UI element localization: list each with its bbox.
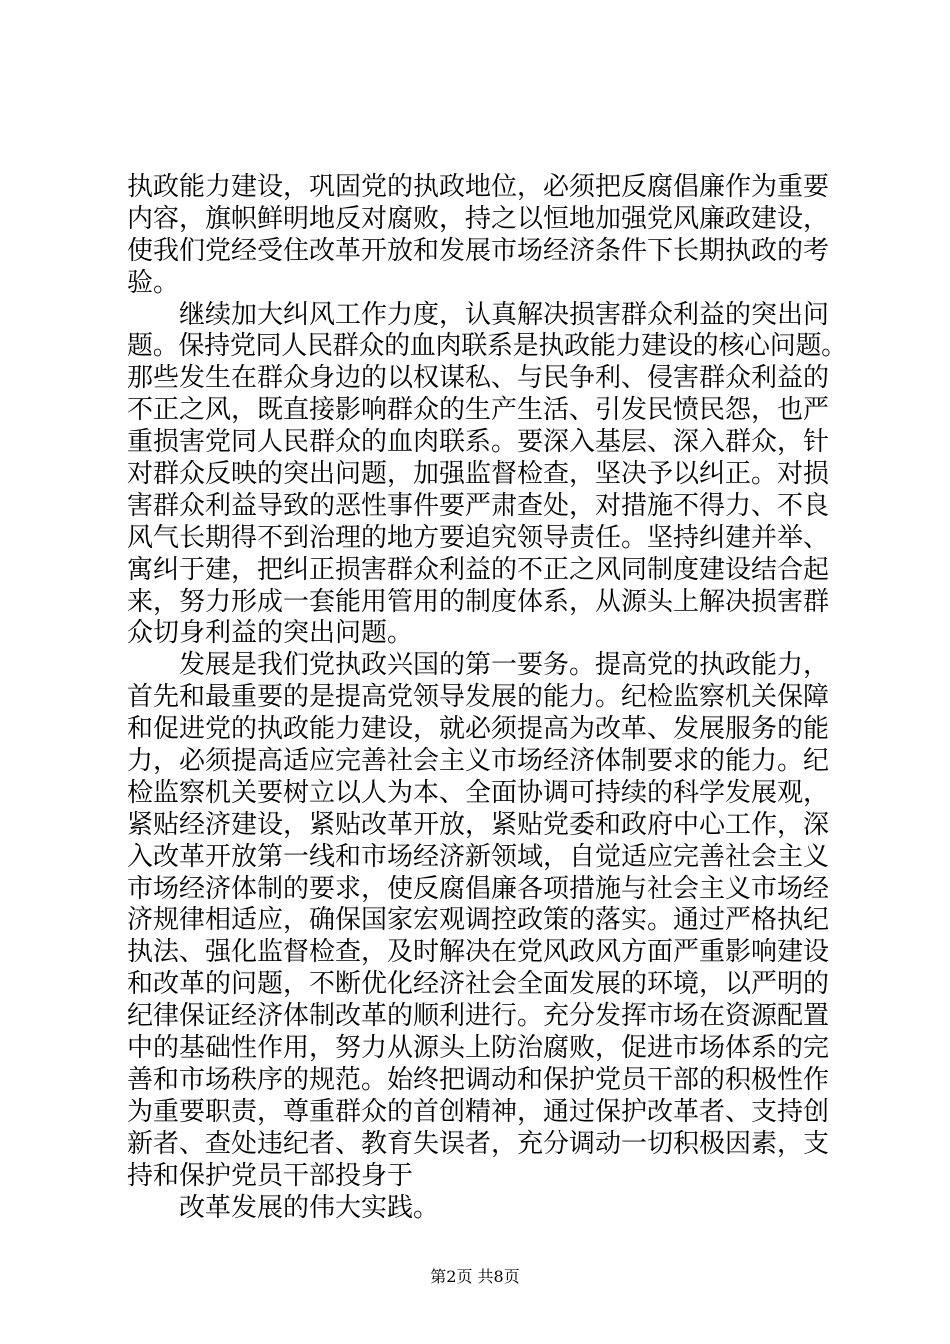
text-line: 中的基础性作用，努力从源头上防治腐败，促进市场体系的完: [127, 1033, 830, 1064]
text-line: 重损害党同人民群众的血肉联系。要深入基层、深入群众，针: [127, 427, 830, 458]
text-line: 纪律保证经济体制改革的顺利进行。充分发挥市场在资源配置: [127, 1001, 830, 1032]
text-line: 为重要职责，尊重群众的首创精神，通过保护改革者、支持创: [127, 1096, 830, 1127]
text-line: 内容，旗帜鲜明地反对腐败，持之以恒地加强党风廉政建设，: [127, 203, 830, 234]
text-line: 寓纠于建，把纠正损害群众利益的不正之风同制度建设结合起: [127, 554, 830, 585]
page-footer: 第2页 共8页: [430, 1267, 520, 1286]
text-line: 众切身利益的突出问题。: [127, 618, 414, 649]
text-line: 题。保持党同人民群众的血肉联系是执政能力建设的核心问题。: [127, 331, 847, 362]
text-line: 害群众利益导致的恶性事件要严肃查处，对措施不得力、不良: [127, 490, 830, 521]
text-line: 新者、查处违纪者、教育失误者，充分调动一切积极因素，支: [127, 1128, 830, 1159]
text-line: 发展是我们党执政兴国的第一要务。提高党的执政能力，: [179, 650, 830, 681]
text-line: 执法、强化监督检查，及时解决在党风政风方面严重影响建设: [127, 937, 830, 968]
text-line: 持和保护党员干部投身于: [127, 1160, 414, 1191]
text-line: 首先和最重要的是提高党领导发展的能力。纪检监察机关保障: [127, 682, 830, 713]
text-line: 验。: [127, 267, 180, 298]
text-line: 善和市场秩序的规范。始终把调动和保护党员干部的积极性作: [127, 1064, 830, 1095]
text-line: 风气长期得不到治理的地方要追究领导责任。坚持纠建并举、: [127, 522, 830, 553]
document-body: [127, 172, 847, 1224]
text-line: 继续加大纠风工作力度，认真解决损害群众利益的突出问: [179, 299, 830, 330]
text-line: 改革发展的伟大实践。: [179, 1192, 440, 1223]
text-line: 和促进党的执政能力建设，就必须提高为改革、发展服务的能: [127, 714, 830, 745]
text-line: 使我们党经受住改革开放和发展市场经济条件下长期执政的考: [127, 235, 830, 266]
text-line: 检监察机关要树立以人为本、全面协调可持续的科学发展观，: [127, 777, 830, 808]
text-line: 紧贴经济建设，紧贴改革开放，紧贴党委和政府中心工作，深: [127, 809, 830, 840]
text-line: 和改革的问题，不断优化经济社会全面发展的环境，以严明的: [127, 969, 830, 1000]
text-line: 来，努力形成一套能用管用的制度体系，从源头上解决损害群: [127, 586, 830, 617]
text-line: 执政能力建设，巩固党的执政地位，必须把反腐倡廉作为重要: [127, 172, 830, 202]
text-line: 市场经济体制的要求，使反腐倡廉各项措施与社会主义市场经: [127, 873, 830, 904]
text-line: 力，必须提高适应完善社会主义市场经济体制要求的能力。纪: [127, 746, 830, 777]
text-line: 入改革开放第一线和市场经济新领域，自觉适应完善社会主义: [127, 841, 830, 872]
text-line: 那些发生在群众身边的以权谋私、与民争利、侵害群众利益的: [127, 363, 830, 394]
text-line: 不正之风，既直接影响群众的生产生活、引发民愤民怨，也严: [127, 395, 830, 426]
text-line: 济规律相适应，确保国家宏观调控政策的落实。通过严格执纪: [127, 905, 830, 936]
text-line: 对群众反映的突出问题，加强监督检查，坚决予以纠正。对损: [127, 459, 830, 490]
